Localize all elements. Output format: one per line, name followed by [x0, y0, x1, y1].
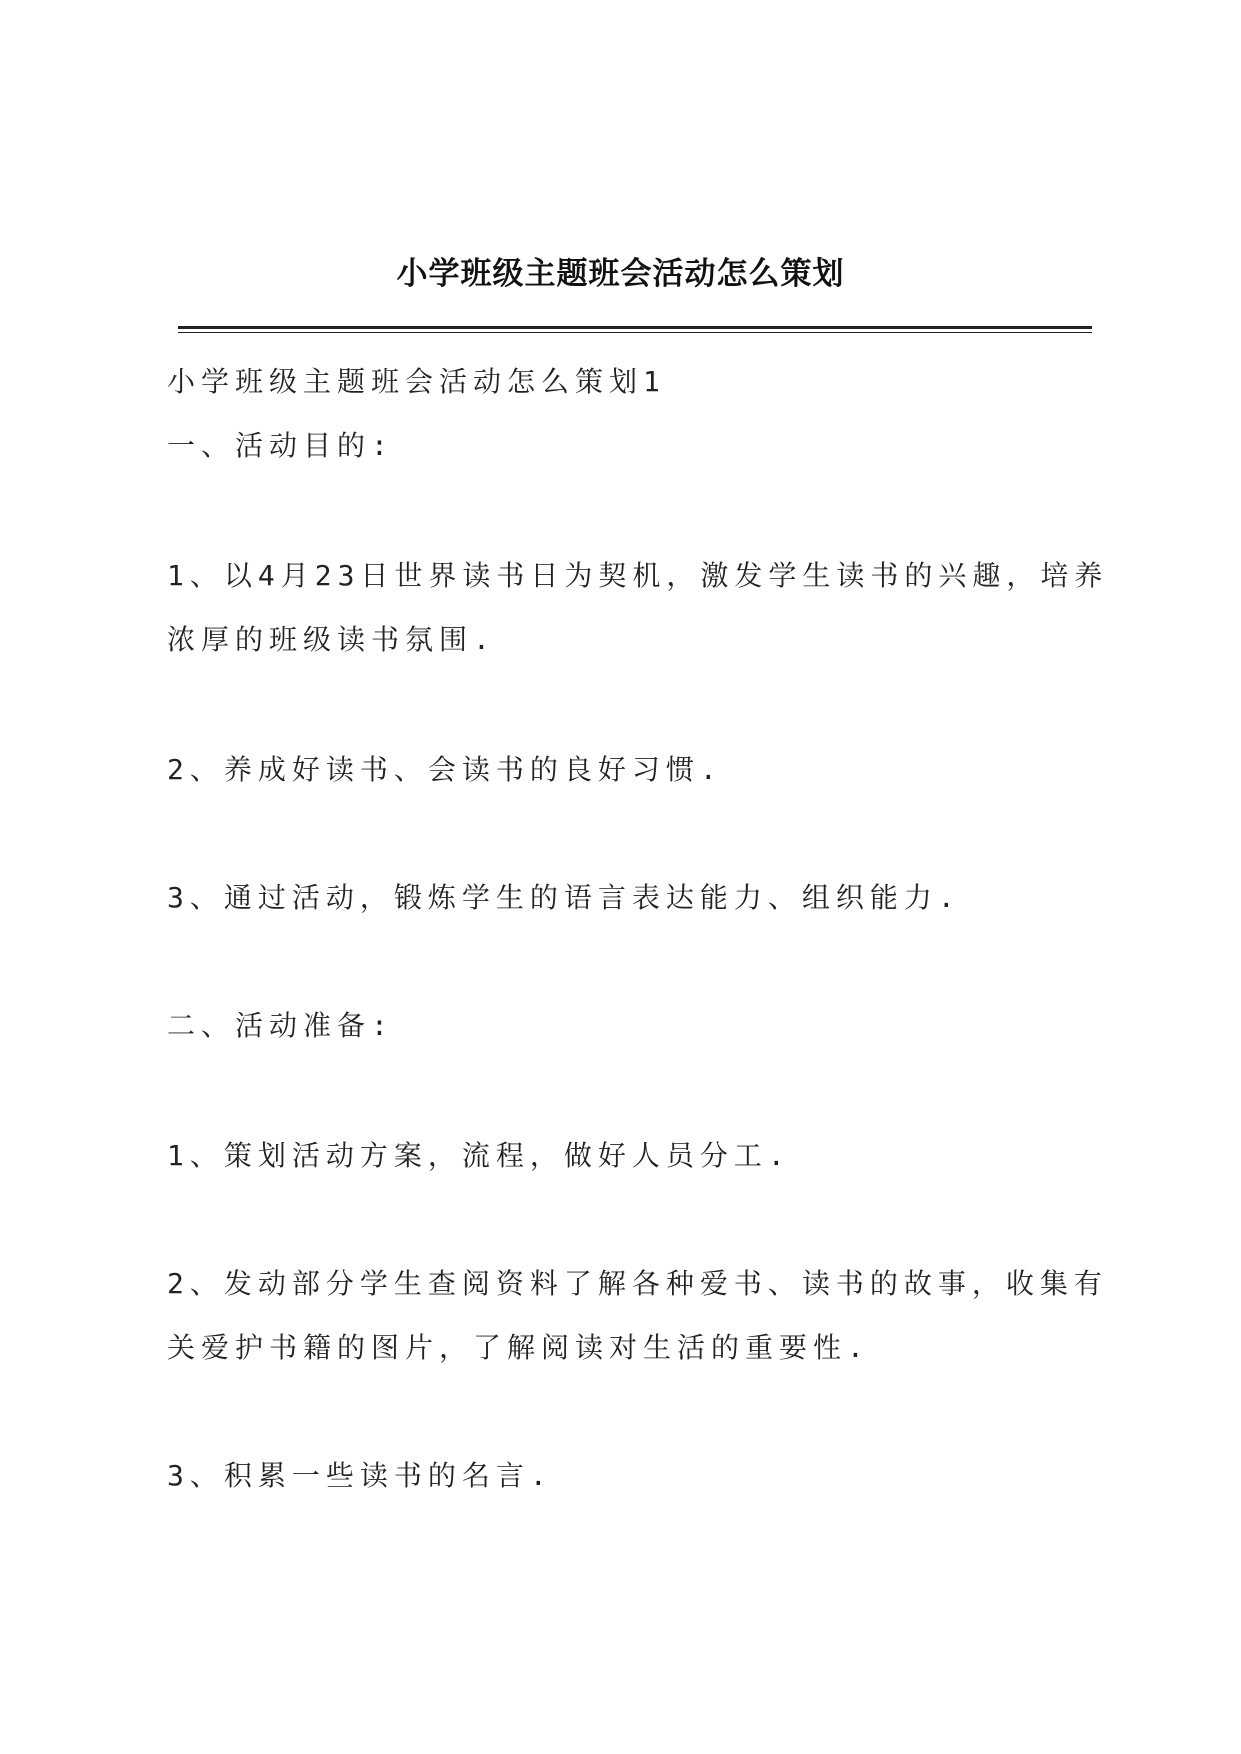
paragraph-line: 浓厚的班级读书氛围.: [167, 623, 496, 656]
paragraph-line: 关爱护书籍的图片，了解阅读对生活的重要性.: [167, 1331, 870, 1364]
subheading-preparation: 二、活动准备:: [167, 1009, 394, 1042]
title-rule-thick: [178, 326, 1092, 329]
subheading-purpose: 一、活动目的:: [167, 429, 394, 462]
paragraph-line: 2、养成好读书、会读书的良好习惯.: [167, 753, 723, 786]
paragraph-line: 2、发动部分学生查阅资料了解各种爱书、读书的故事，收集有: [167, 1267, 1108, 1300]
document-title: 小学班级主题班会活动怎么策划: [396, 256, 845, 292]
paragraph-line: 3、积累一些读书的名言.: [167, 1459, 553, 1492]
paragraph-line: 1、策划活动方案，流程，做好人员分工.: [167, 1139, 791, 1172]
paragraph-line: 3、通过活动，锻炼学生的语言表达能力、组织能力.: [167, 881, 961, 914]
title-rule-thin: [178, 332, 1092, 333]
paragraph-line: 1、以4月23日世界读书日为契机，激发学生读书的兴趣，培养: [167, 559, 1109, 592]
section-heading: 小学班级主题班会活动怎么策划1: [167, 365, 666, 398]
